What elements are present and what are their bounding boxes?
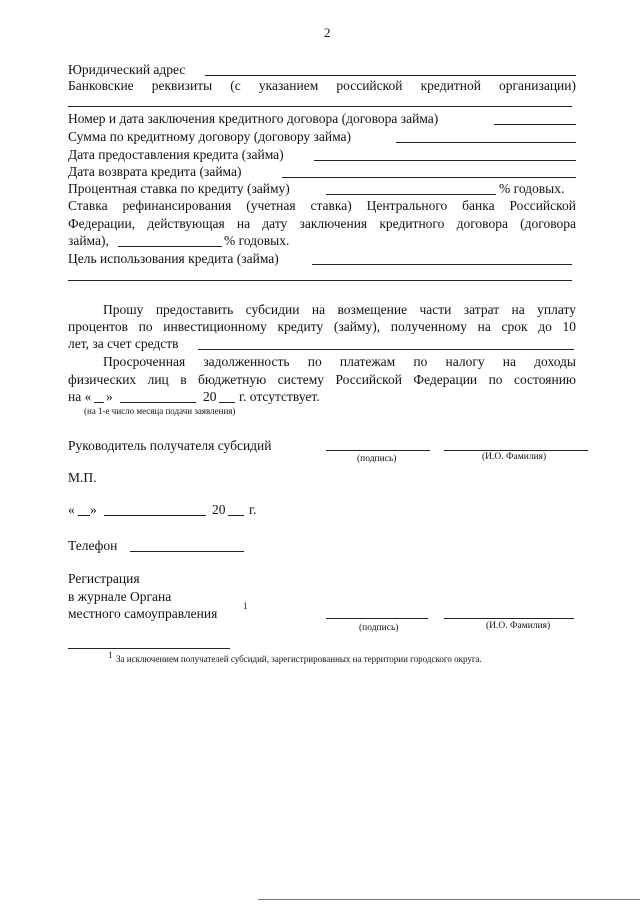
loan-amount-line[interactable] [396, 142, 576, 143]
stamp-label: М.П. [68, 470, 97, 485]
registration-line-3: местного самоуправления [68, 606, 218, 621]
head-name-caption: (И.О. Фамилия) [482, 452, 547, 462]
request-line-1: Прошу предоставить субсидии на возмещение части затрат на уплату [103, 302, 576, 317]
registration-name-line[interactable] [444, 618, 574, 619]
date-day-line[interactable] [78, 515, 90, 516]
date-year-line[interactable] [228, 515, 244, 516]
date-open: « [68, 502, 75, 517]
loan-number-date-label: Номер и дата заключения кредитного договора (договора займа) [68, 111, 439, 126]
head-signature-caption: (подпись) [357, 454, 397, 464]
registration-footnote-mark: 1 [243, 601, 248, 611]
issue-date-line[interactable] [314, 160, 576, 161]
debt-line-2: физических лиц в бюджетную систему Российской Федерации по состоянию [68, 372, 576, 387]
interest-rate-line[interactable] [326, 194, 496, 195]
request-line-3: лет, за счет средств [68, 336, 179, 351]
refinancing-line-3-prefix: займа), [68, 233, 109, 248]
interest-rate-label: Процентная ставка по кредиту (займу) [68, 181, 290, 196]
date-close: » [90, 502, 97, 517]
request-line-2: процентов по инвестиционному кредиту (займу), полученному на срок до 10 [68, 319, 576, 334]
footnote-separator [68, 648, 230, 649]
head-signature-line[interactable] [326, 450, 430, 451]
interest-rate-suffix: % годовых. [499, 181, 565, 196]
legal-address-label: Юридический адрес [68, 62, 186, 77]
phone-line[interactable] [130, 551, 244, 552]
page-bottom-edge [258, 899, 640, 900]
loan-amount-label: Сумма по кредитному договору (договору займа) [68, 129, 352, 144]
head-label: Руководитель получателя субсидий [68, 438, 272, 453]
refinancing-line-2: Федерации, действующая на дату заключения кредитного договора (договора [68, 216, 576, 231]
debt-month-line[interactable] [120, 402, 196, 403]
legal-address-line[interactable] [205, 75, 576, 76]
purpose-line-2[interactable] [68, 280, 572, 281]
issue-date-label: Дата предоставления кредита (займа) [68, 147, 284, 162]
refinancing-line-1: Ставка рефинансирования (учетная ставка) Центрального банка Российской [68, 198, 576, 213]
purpose-line-1[interactable] [312, 264, 572, 265]
return-date-label: Дата возврата кредита (займа) [68, 164, 242, 179]
debt-date-note: (на 1-е число месяца подачи заявления) [84, 406, 236, 416]
loan-number-date-line[interactable] [494, 124, 576, 125]
date-year-suffix: г. [249, 502, 257, 517]
footnote-mark: 1 [108, 650, 113, 660]
page-number: 2 [324, 25, 331, 40]
refinancing-rate-line[interactable] [118, 246, 222, 247]
refinancing-line-3-suffix: % годовых. [224, 233, 290, 248]
registration-line-2: в журнале Органа [68, 589, 172, 604]
debt-year-line[interactable] [219, 402, 235, 403]
registration-signature-caption: (подпись) [359, 623, 399, 633]
debt-date-mid: » [106, 389, 113, 404]
bank-details-line[interactable] [68, 106, 572, 107]
footnote-text: За исключением получателей субсидий, зарегистрированных на территории городского округа. [116, 654, 482, 664]
funding-source-line[interactable] [198, 349, 574, 350]
debt-date-suffix: г. отсутствует. [239, 389, 320, 404]
debt-day-line[interactable] [94, 402, 104, 403]
date-year-prefix: 20 [212, 502, 226, 517]
debt-line-1: Просроченная задолженность по платежам по налогу на доходы [103, 354, 576, 369]
bank-details-label: Банковские реквизиты (с указанием российской кредитной организации) [68, 78, 576, 93]
purpose-label: Цель использования кредита (займа) [68, 251, 279, 266]
registration-signature-line[interactable] [326, 618, 428, 619]
registration-name-caption: (И.О. Фамилия) [486, 621, 551, 631]
date-month-line[interactable] [104, 515, 206, 516]
return-date-line[interactable] [282, 177, 576, 178]
head-name-line[interactable] [444, 450, 588, 451]
debt-date-prefix: на « [68, 389, 92, 404]
phone-label: Телефон [68, 538, 118, 553]
registration-line-1: Регистрация [68, 571, 140, 586]
debt-year-prefix: 20 [203, 389, 217, 404]
